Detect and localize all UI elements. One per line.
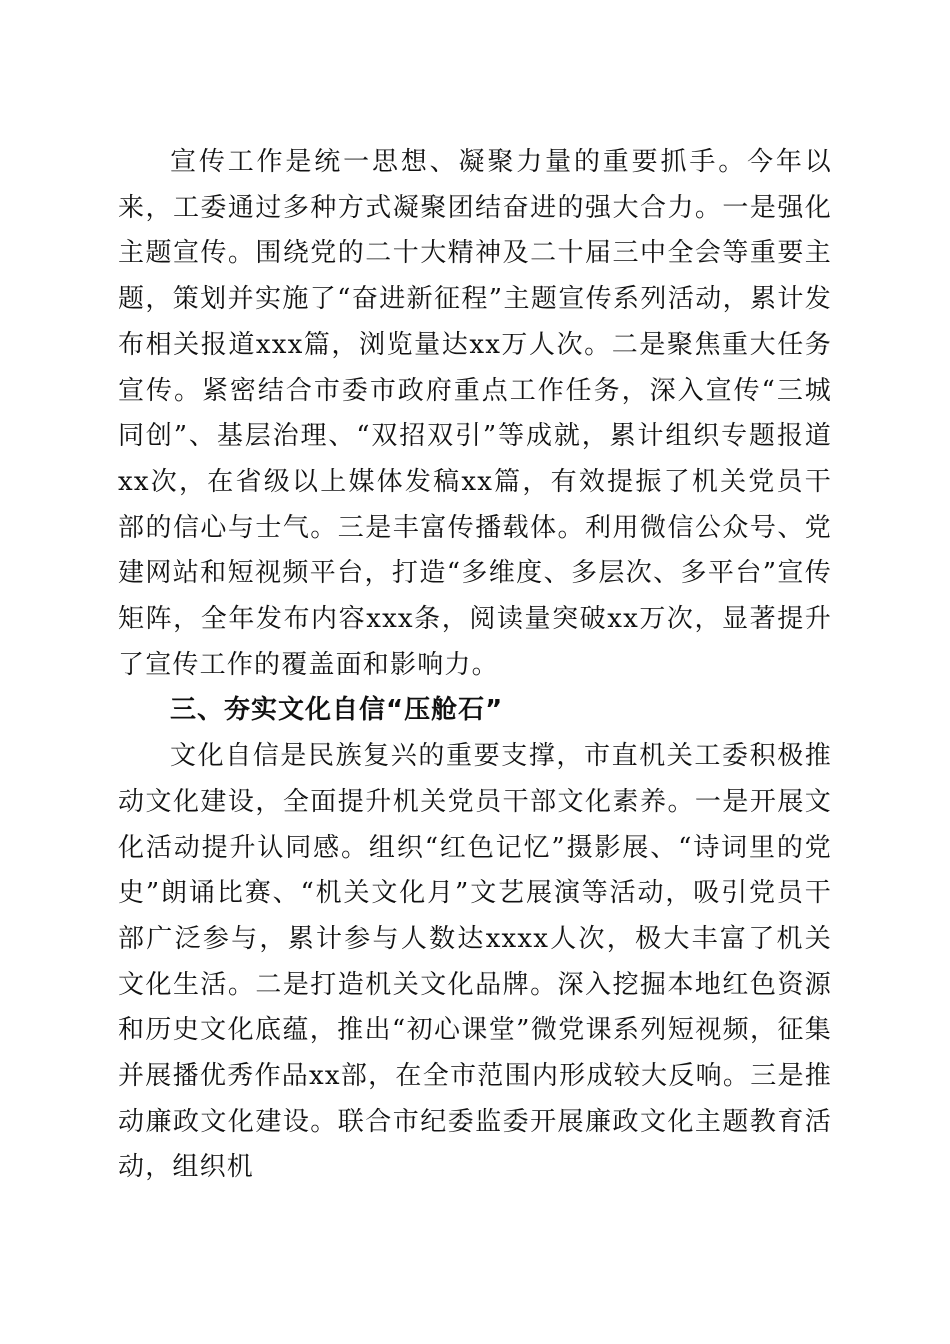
section-heading: 三、夯实文化自信“压舱石” <box>170 695 504 726</box>
body-paragraph-publicity: 宣传工作是统一思想、凝聚力量的重要抓手。今年以来，工委通过多种方式凝聚团结奋进的强大合力。一是强化主题宣传。围绕党的二十大精神及二十届三中全会等重要主题，策划并实施了“奋进新征程”主题宣传系列活动，累计发布相关报道xxx篇，浏览量达xx万人次。二是聚焦重大任务宣传。紧密结合市委市政府重点工作任务，深入宣传“三城同创”、基层治理、“双招双引”等成就，累计组织专题报道xx次，在省级以上媒体发稿xx篇，有效提振了机关党员干部的信心与士气。三是丰富传播载体。利用微信公众号、党建网站和短视频平台，打造“多维度、多层次、多平台”宣传矩阵，全年发布内容xxx条，阅读量突破xx万次，显著提升了宣传工作的覆盖面和影响力。 <box>118 147 832 680</box>
body-paragraph-culture: 文化自信是民族复兴的重要支撑，市直机关工委积极推动文化建设，全面提升机关党员干部文化素养。一是开展文化活动提升认同感。组织“红色记忆”摄影展、“诗词里的党史”朗诵比赛、“机关文化月”文艺展演等活动，吸引党员干部广泛参与，累计参与人数达xxxx人次，极大丰富了机关文化生活。二是打造机关文化品牌。深入挖掘本地红色资源和历史文化底蕴，推出“初心课堂”微党课系列短视频，征集并展播优秀作品xx部，在全市范围内形成较大反响。三是推动廉政文化建设。联合市纪委监委开展廉政文化主题教育活动，组织机 <box>118 741 832 1183</box>
document-body <box>118 140 832 1191</box>
